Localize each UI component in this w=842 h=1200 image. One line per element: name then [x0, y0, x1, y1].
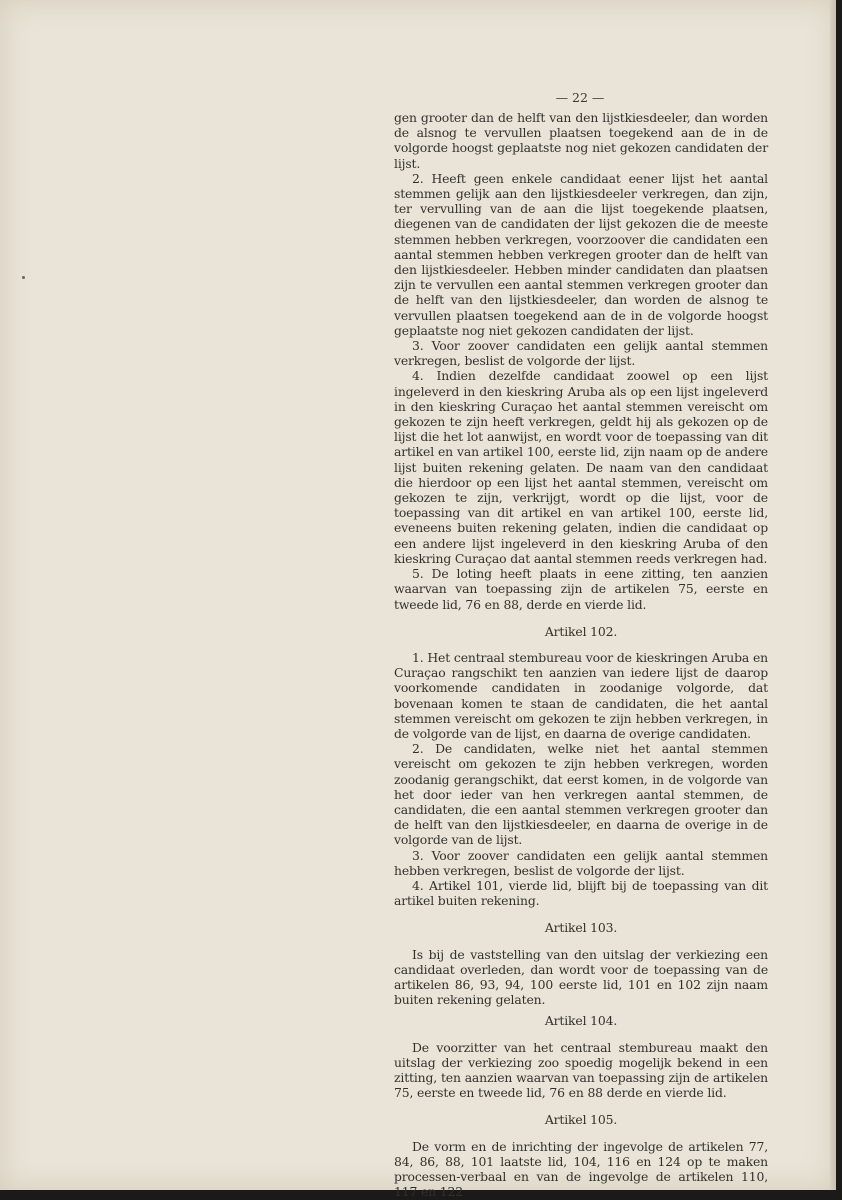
article-heading: Artikel 103. — [544, 920, 618, 936]
paragraph: 4. Artikel 101, vierde lid, blijft bij de toepassing van dit artikel buiten rekening. — [394, 877, 768, 909]
paragraph: 2. De candidaten, welke niet het aantal stemmen vereischt om gekozen te zijn hebben verkregen, worden zoodanig gerangschikt, dat eerst komen, in de volgorde van het door ieder van hen verkregen aantal stemmen, de candidaten, die een aantal stemmen verkregen grooter dan de helft van den lijstkiesdeeler, en daarna de overige in de volgorde van de lijst. — [394, 741, 768, 848]
page-edge — [830, 0, 836, 1190]
paragraph: 5. De loting heeft plaats in eene zitting, ten aanzien waarvan van toepassing zijn de artikelen 75, eerste en tweede lid, 76 en 88, derde en vierde lid. — [394, 566, 768, 612]
paragraph: De voorzitter van het centraal stembureau maakt den uitslag der verkiezing zoo spoedig mogelijk bekend in een zitting, ten aanzien waarvan van toepassing zijn de artikelen 75, eerste en tweede lid, 76 en 88 derde en vierde lid. — [394, 1039, 768, 1101]
paragraph: 3. Voor zoover candidaten een gelijk aantal stemmen verkregen, beslist de volgorde der lijst. — [394, 338, 768, 369]
paragraph: 4. Indien dezelfde candidaat zoowel op een lijst ingeleverd in den kieskring Aruba als op een lijst ingeleverd in den kieskring Curaçao het aantal stemmen vereischt om gekozen te zijn heeft verkregen, geldt hij als gekozen op de lijst die het lot aanwijst, en wordt voor de toepassing van dit artikel en van artikel 100, eerste lid, zijn naam op de andere lijst buiten rekening gelaten. De naam van den candidaat die hierdoor op een lijst het aantal stemmen, vereischt om gekozen te zijn, verkrijgt, wordt op die lijst, voor de toepassing van dit artikel en van artikel 100, eerste lid, eveneens buiten rekening gelaten, indien die candidaat op een andere lijst ingeleverd in den kieskring Aruba of den kieskring Curaçao dat aantal stemmen reeds verkregen had. — [394, 368, 768, 566]
page-number: — 22 — — [555, 90, 605, 105]
paragraph: gen grooter dan de helft van den lijstkiesdeeler, dan worden de alsnog te vervullen plaatsen toegekend aan de in de volgorde hoogst geplaatste nog niet gekozen candidaten der lijst. — [394, 110, 768, 171]
paragraph: 3. Voor zoover candidaten een gelijk aantal stemmen hebben verkregen, beslist de volgorde der lijst. — [394, 847, 768, 878]
paper-speck — [22, 276, 25, 279]
paragraph: De vorm en de inrichting der ingevolge de artikelen 77, 84, 86, 88, 101 laatste lid, 104, 116 en 124 op te maken processen-verbaal en van de ingevolge de artikelen 110, 117 en 122 — [394, 1138, 768, 1200]
text-column — [394, 110, 768, 1199]
paragraph: Is bij de vaststelling van den uitslag der verkiezing een candidaat overleden, dan wordt voor de toepassing van de artikelen 86, 93, 94, 100 eerste lid, 101 en 102 zijn naam buiten rekening gelaten. — [394, 946, 768, 1008]
paragraph: 1. Het centraal stembureau voor de kieskringen Aruba en Curaçao rangschikt ten aanzien van iedere lijst de daarop voorkomende candidaten in zoodanige volgorde, dat bovenaan komen te staan de candidaten, die het aantal stemmen vereischt om gekozen te zijn hebben verkregen, in de volgorde van de lijst, en daarna de overige candidaten. — [394, 649, 768, 741]
paragraph: 2. Heeft geen enkele candidaat eener lijst het aantal stemmen gelijk aan den lijstkiesdeeler verkregen, dan zijn, ter vervulling van de aan die lijst toegekende plaatsen, diegenen van de candidaten der lijst gekozen die de meeste stemmen hebben verkregen, voorzoover die candidaten een aantal stemmen hebben verkregen grooter dan de helft van den lijstkiesdeeler. Hebben minder candidaten dan plaatsen zijn te vervullen een aantal stemmen verkregen grooter dan de helft van den lijstkiesdeeler, dan worden de alsnog te vervullen plaatsen toegekend aan de in de volgorde hoogst geplaatste nog niet gekozen candidaten der lijst. — [394, 170, 768, 338]
article-heading: Artikel 102. — [544, 623, 618, 639]
article-heading: Artikel 105. — [544, 1112, 618, 1128]
article-heading: Artikel 104. — [544, 1013, 618, 1029]
